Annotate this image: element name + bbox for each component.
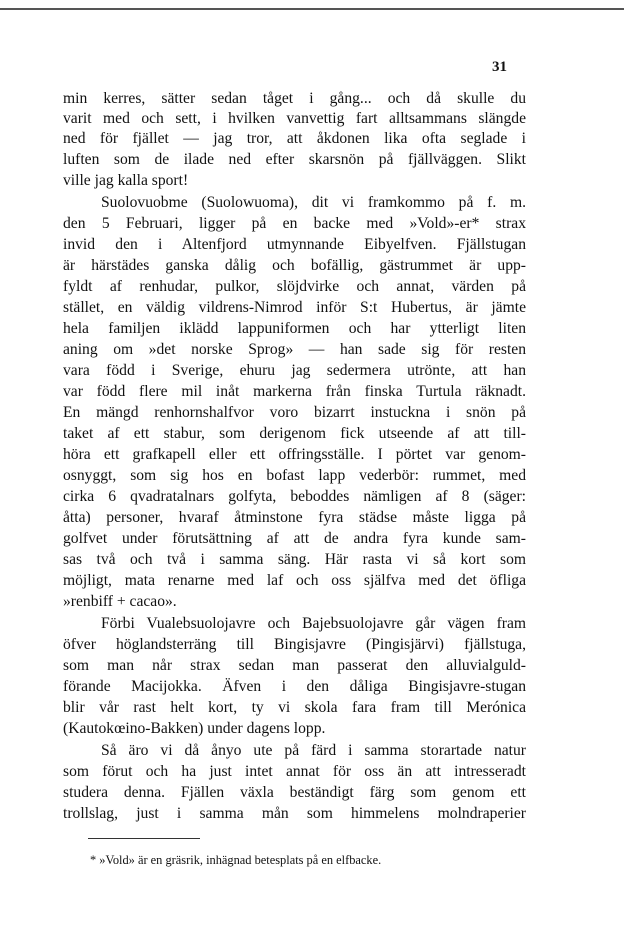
text-line-21: åtta) personer, hvaraf åtminstone fyra städse måste ligga på: [63, 509, 526, 526]
text-line-1: min kerres, sätter sedan tåget i gång... och då skulle du: [63, 90, 526, 107]
text-line-4: luften som de ilade ned efter skarsnön på fjällväggen. Slikt: [63, 151, 526, 168]
text-line-14: vara född i Sverige, ehuru jag sedermera utrönte, att han: [63, 362, 526, 379]
text-line-29: förande Macijokka. Äfven i den dåliga Bingisjavre-stugan: [63, 678, 526, 695]
text-line-20: cirka 6 qvadratalnars golfyta, beboddes nämligen af 8 (säger:: [63, 488, 526, 505]
text-line-25: »renbiff + cacao».: [63, 593, 177, 610]
text-line-3: ned för fjället — jag tror, att åkdonen lika ofta seglade i: [63, 130, 526, 147]
text-line-5: ville jag kalla sport!: [63, 172, 189, 189]
text-line-13: aning om »det norske Sprog» — han sade sig för resten: [63, 341, 526, 358]
footnote: * »Vold» är en gräsrik, inhägnad betesplats på en elfbacke.: [90, 853, 382, 867]
text-line-11: stället, en väldig vildrens-Nimrod inför S:t Hubertus, är jämte: [63, 299, 526, 316]
footnote-rule: [88, 838, 200, 839]
text-line-19: osnyggt, som sig hos en bofast lapp vederbör: rummet, med: [63, 467, 526, 484]
text-line-23: sas två och två i samma säng. Här rasta vi så kort som: [63, 551, 526, 568]
text-line-16: En mängd renhornshalfvor voro bizarrt instuckna i snön på: [63, 404, 526, 421]
text-line-2: varit med och sett, i hvilken vanvettig fart alltsammans slängde: [63, 110, 526, 127]
text-line-12: hela familjen iklädd lappuniformen och har ytterligt liten: [63, 320, 526, 337]
text-line-22: golfvet under förutsättning af att de andra fyra kunde sam-: [63, 530, 526, 547]
text-line-34: studera denna. Fjällen växla beständigt färg som genom ett: [63, 784, 526, 801]
text-line-30: blir vår rast helt kort, ty vi skola fara fram till Merónica: [63, 699, 526, 716]
page-top-rule: [0, 8, 624, 10]
text-line-17: taket af ett stabur, som derigenom fick utseende af att till-: [63, 425, 526, 442]
text-line-8: invid den i Altenfjord utmynnande Eibyelfven. Fjällstugan: [63, 236, 526, 253]
text-line-31: (Kautokœino-Bakken) under dagens lopp.: [63, 720, 326, 737]
page-number: 31: [492, 59, 507, 75]
text-line-7: den 5 Februari, ligger på en backe med »Vold»-er* strax: [63, 215, 526, 232]
text-line-32: Så äro vi då ånyo ute på färd i samma storartade natur: [101, 742, 526, 759]
text-line-6: Suolovuobme (Suolowuoma), dit vi framkommo på f. m.: [101, 194, 526, 211]
text-line-10: fyldt af renhudar, pulkor, slöjdvirke och annat, värden på: [63, 278, 526, 295]
text-line-27: öfver höglandsterräng till Bingisjavre (Pingisjärvi) fjällstuga,: [63, 636, 526, 653]
text-line-35: trollslag, just i samma mån som himmelens molndraperier: [63, 805, 526, 822]
text-line-9: är härstädes ganska dålig och bofällig, gästrummet är upp-: [63, 257, 526, 274]
text-line-26: Förbi Vualebsuolojavre och Bajebsuolojavre går vägen fram: [101, 615, 526, 632]
text-line-28: som man når strax sedan man passerat den alluvialguld-: [63, 657, 526, 674]
text-line-18: höra ett grafkapell eller ett offringsställe. I pörtet var genom-: [63, 446, 526, 463]
text-line-33: som förut och ha just intet annat för oss än att intresseradt: [63, 763, 526, 780]
text-line-24: möjligt, mata renarne med laf och oss själfva med det öfliga: [63, 572, 526, 589]
text-line-15: var född flere mil inåt markerna från finska Turtula räknadt.: [63, 383, 526, 400]
